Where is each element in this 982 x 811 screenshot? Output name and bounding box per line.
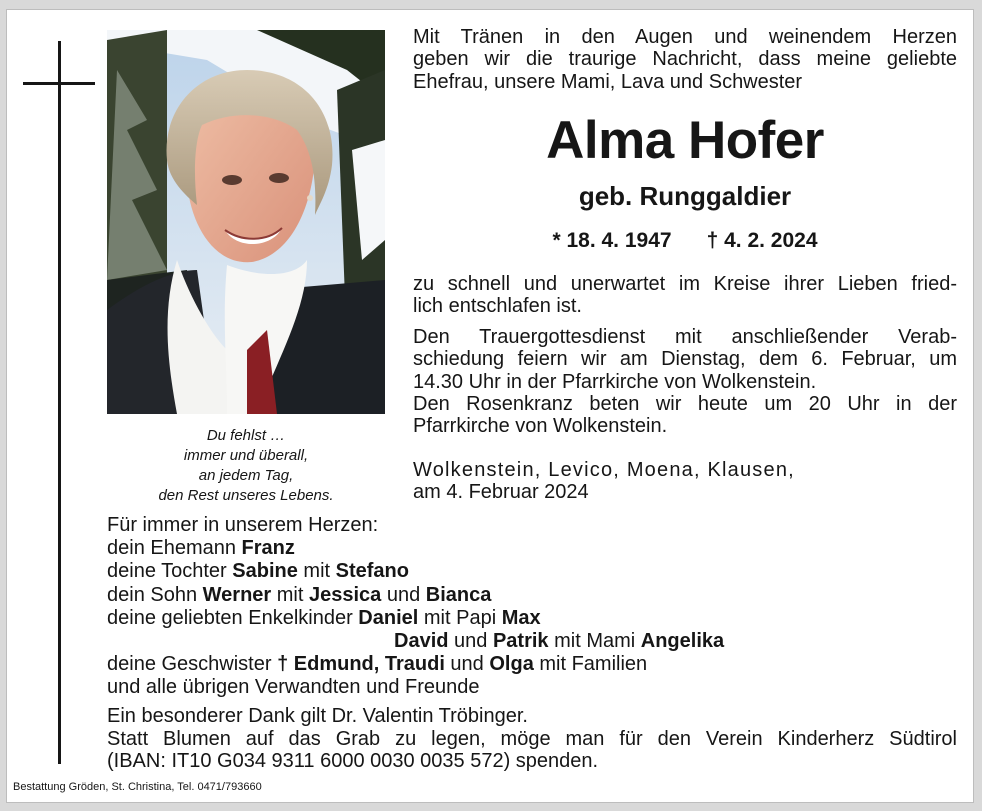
mourner-line-siblings xyxy=(107,653,807,676)
mourner-name: Angelika xyxy=(640,630,725,653)
cross-symbol-horizontal xyxy=(23,82,95,85)
connector-text: mit Papi xyxy=(418,606,502,629)
donation-line: Statt Blumen auf das Grab zu legen, möge man für den Verein Kinderherz Südtirol xyxy=(107,727,957,750)
service-line: Den Rosenkranz beten wir heute um 20 Uhr in der xyxy=(413,392,957,415)
relation-label: deine Tochter xyxy=(107,560,233,583)
mourner-name: Daniel xyxy=(358,606,419,629)
deceased-name: Alma Hofer xyxy=(546,111,824,170)
mourner-name: Patrik xyxy=(492,630,549,653)
mourner-line-husband xyxy=(107,537,807,560)
thanks-line: Ein besonderer Dank gilt Dr. Valentin Tröbinger. xyxy=(107,705,528,727)
mourner-line-others: und alle übrigen Verwandten und Freunde xyxy=(107,676,480,699)
connector-text: mit xyxy=(297,560,336,583)
connector-text: und xyxy=(444,653,490,676)
relation-label: deine Geschwister xyxy=(107,653,278,676)
connector-text: und xyxy=(381,583,426,606)
place-and-date xyxy=(413,459,957,504)
passing-line: lich entschlafen ist. xyxy=(413,295,582,318)
mourner-name: Max xyxy=(501,606,541,629)
mourner-name: Stefano xyxy=(335,560,409,583)
notice-date: am 4. Februar 2024 xyxy=(413,481,589,504)
mourner-name: Bianca xyxy=(425,583,492,606)
portrait-photo xyxy=(107,30,385,414)
intro-line: Mit Tränen in den Augen und weinendem Herzen xyxy=(413,26,957,48)
service-line: Den Trauergottesdienst mit anschließender Verab- xyxy=(413,326,957,348)
mourner-line-son xyxy=(107,584,807,607)
life-dates xyxy=(413,227,957,255)
death-date: † 4. 2. 2024 xyxy=(706,229,818,252)
birth-date: * 18. 4. 1947 xyxy=(552,229,672,252)
mourner-name: Werner xyxy=(202,583,272,606)
mourner-name: Sabine xyxy=(232,560,298,583)
mourners-heading: Für immer in unserem Herzen: xyxy=(107,514,379,536)
intro-line: geben wir die traurige Nachricht, dass meine geliebte xyxy=(413,48,957,71)
mourner-name: Jessica xyxy=(308,583,382,606)
mourner-name: David xyxy=(394,630,449,653)
closing-text xyxy=(107,705,957,773)
donation-line: (IBAN: IT10 G034 9311 6000 0030 0035 572) spenden. xyxy=(107,750,599,772)
quote-line: immer und überall, xyxy=(183,447,309,464)
mourners-list xyxy=(107,514,807,700)
mourner-name: Olga xyxy=(489,653,534,676)
places: Wolkenstein, Levico, Moena, Klausen, xyxy=(413,459,795,481)
funeral-home-imprint: Bestattung Gröden, St. Christina, Tel. 0471/793660 xyxy=(13,781,262,793)
intro-text xyxy=(413,26,957,93)
relation-label: dein Ehemann xyxy=(107,537,242,560)
mourner-name: † Edmund, Traudi xyxy=(277,653,445,676)
funeral-service-text xyxy=(413,326,957,437)
passing-text xyxy=(413,273,957,318)
quote-line: den Rest unseres Lebens. xyxy=(158,487,334,504)
connector-text: und xyxy=(448,630,493,653)
intro-line: Ehefrau, unsere Mami, Lava und Schwester xyxy=(413,70,803,93)
mourner-line-daughter xyxy=(107,560,807,583)
relation-label: dein Sohn xyxy=(107,583,203,606)
memorial-quote xyxy=(107,426,385,506)
mourner-line-grandchildren xyxy=(107,607,807,630)
connector-text: mit xyxy=(271,583,309,606)
service-line: schiedung feiern wir am Dienstag, dem 6. Februar, um xyxy=(413,348,957,371)
obituary-notice xyxy=(7,10,973,802)
relation-label: deine geliebten Enkelkinder xyxy=(107,606,359,629)
connector-text: mit Mami xyxy=(548,630,641,653)
service-line: 14.30 Uhr in der Pfarrkirche von Wolkenstein. xyxy=(413,370,817,393)
passing-line: zu schnell und unerwartet im Kreise ihrer Lieben fried- xyxy=(413,273,957,295)
quote-line: Du fehlst … xyxy=(206,427,286,444)
connector-text: mit Familien xyxy=(533,653,648,676)
maiden-name: geb. Runggaldier xyxy=(578,181,792,211)
cross-symbol-vertical xyxy=(58,41,61,764)
service-line: Pfarrkirche von Wolkenstein. xyxy=(413,415,668,438)
mourner-name: Franz xyxy=(241,537,295,560)
quote-line: an jedem Tag, xyxy=(198,467,294,484)
mourner-line-grandchildren-2 xyxy=(107,630,807,653)
